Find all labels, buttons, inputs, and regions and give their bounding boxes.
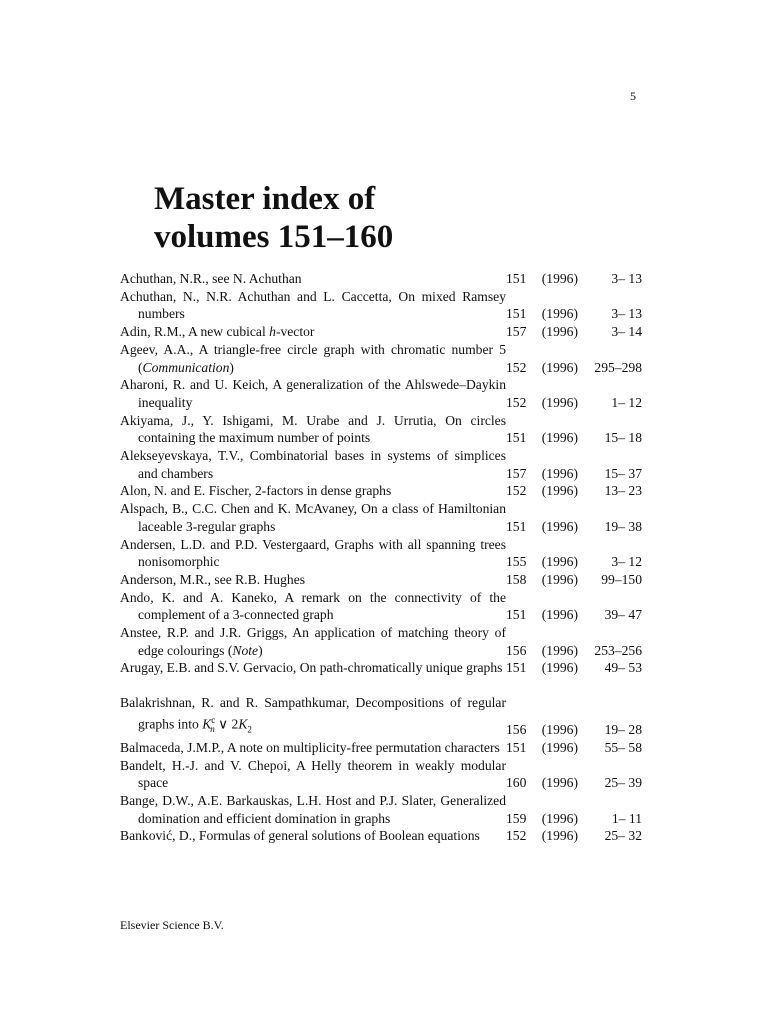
- entry-volume: 155: [506, 554, 527, 570]
- entry-text: Andersen, L.D. and P.D. Vestergaard, Graphs with all spanning trees nonisomorphic: [120, 536, 506, 570]
- entry-year: (1996): [541, 324, 578, 340]
- entry-text: Ando, K. and A. Kaneko, A remark on the connectivity of the complement of a 3-connected graph: [120, 589, 506, 623]
- entry-volume: 151: [506, 739, 527, 755]
- index-entry: [120, 571, 642, 589]
- publisher-footer: Elsevier Science B.V.: [120, 918, 224, 932]
- index-entry: [120, 757, 642, 792]
- entry-pages: 15– 37: [604, 465, 642, 481]
- entry-reference: [506, 553, 642, 571]
- entry-pages: 3– 12: [611, 554, 642, 570]
- entry-text: Anstee, R.P. and J.R. Griggs, An application of matching theory of edge colourings (Note): [120, 625, 506, 658]
- index-entry: [120, 323, 642, 341]
- entry-text: Bange, D.W., A.E. Barkauskas, L.H. Host and P.J. Slater, Generalized domination and efficient domination in graphs: [120, 792, 506, 826]
- entry-pages: 39– 47: [604, 607, 642, 623]
- entry-text: Achuthan, N.R., see N. Achuthan: [120, 271, 302, 286]
- entry-text: Alspach, B., C.C. Chen and K. McAvaney, On a class of Hamiltonian laceable 3-regular graphs: [120, 501, 506, 534]
- entry-text: Aharoni, R. and U. Keich, A generalization of the Ahlswede–Daykin inequality: [120, 377, 506, 410]
- title-line-2: volumes 151–160: [154, 219, 394, 255]
- index-entry: [120, 376, 642, 411]
- entry-year: (1996): [541, 394, 578, 410]
- entry-year: (1996): [541, 660, 578, 676]
- entry-text: Anderson, M.R., see R.B. Hughes: [120, 571, 306, 587]
- entry-pages: 253–256: [594, 642, 642, 658]
- index-entry: [120, 447, 642, 482]
- entry-reference: [506, 323, 642, 341]
- index-entry: [120, 589, 642, 624]
- index-entry: [120, 412, 642, 447]
- entry-reference: [506, 774, 642, 792]
- index-entry: [120, 288, 642, 323]
- entry-text: Balakrishnan, R. and R. Sampathkumar, Decompositions of regular graphs into $K^c_n$ ∨ $2K_2$: [120, 695, 506, 735]
- entry-reference: [506, 721, 642, 739]
- index-entry: [120, 739, 642, 757]
- index-entries: [120, 270, 642, 862]
- entry-volume: 156: [506, 722, 527, 738]
- entry-year: (1996): [541, 465, 578, 481]
- entry-pages: 3– 13: [611, 306, 642, 322]
- entry-pages: 15– 18: [604, 430, 642, 446]
- entry-reference: [506, 465, 642, 483]
- entry-pages: 25– 32: [604, 828, 642, 844]
- entry-pages: 13– 23: [604, 483, 642, 499]
- entry-year: (1996): [541, 810, 578, 826]
- entry-text: Balmaceda, J.M.P., A note on multiplicity-free permutation characters: [120, 739, 500, 755]
- index-entry: [120, 792, 642, 827]
- entry-pages: 25– 39: [604, 775, 642, 791]
- entry-text: Alon, N. and E. Fischer, 2-factors in dense graphs: [120, 483, 392, 499]
- entry-pages: 295–298: [594, 359, 642, 375]
- entry-reference: [506, 606, 642, 624]
- entry-volume: 159: [506, 810, 527, 826]
- page-title: [154, 180, 393, 256]
- entry-volume: 160: [506, 775, 527, 791]
- index-entry: [120, 536, 642, 571]
- entry-reference: [506, 429, 642, 447]
- entry-text: Arugay, E.B. and S.V. Gervacio, On path-chromatically unique graphs: [120, 660, 503, 676]
- index-entry: [120, 827, 642, 845]
- entry-year: (1996): [541, 775, 578, 791]
- entry-volume: 157: [506, 465, 527, 481]
- entry-text: Bandelt, H.-J. and V. Chepoi, A Helly theorem in weakly modular space: [120, 757, 506, 791]
- index-entry: [120, 624, 642, 659]
- entry-volume: 151: [506, 518, 527, 534]
- entry-volume: 151: [506, 607, 527, 623]
- entry-year: (1996): [541, 828, 578, 844]
- entry-pages: 1– 12: [611, 394, 642, 410]
- entry-year: (1996): [541, 306, 578, 322]
- entry-year: (1996): [541, 483, 578, 499]
- entry-pages: 19– 38: [604, 518, 642, 534]
- entry-year: (1996): [541, 518, 578, 534]
- entry-year: (1996): [541, 607, 578, 623]
- index-entry: [120, 270, 642, 288]
- index-entry: [120, 500, 642, 535]
- entry-volume: 151: [506, 306, 527, 322]
- entry-year: (1996): [541, 271, 578, 286]
- entry-reference: [506, 270, 642, 288]
- index-entry: [120, 482, 642, 500]
- entry-reference: [506, 394, 642, 412]
- entry-text: Adin, R.M., A new cubical h-vector: [120, 324, 315, 340]
- entry-reference: [506, 810, 642, 828]
- entry-pages: 55– 58: [604, 739, 642, 755]
- entry-reference: [506, 827, 642, 845]
- entry-year: (1996): [541, 739, 578, 755]
- entry-reference: [506, 518, 642, 536]
- index-entry: [120, 341, 642, 376]
- entry-year: (1996): [541, 571, 578, 587]
- entry-reference: [506, 482, 642, 500]
- entry-reference: [506, 739, 642, 757]
- title-line-1: Master index of: [154, 181, 376, 217]
- entry-pages: 3– 14: [611, 324, 642, 340]
- entry-year: (1996): [541, 554, 578, 570]
- entry-volume: 152: [506, 394, 527, 410]
- entry-volume: 158: [506, 571, 527, 587]
- entry-reference: [506, 305, 642, 323]
- entry-volume: 152: [506, 483, 527, 499]
- index-entry: [120, 659, 642, 677]
- entry-text: Akiyama, J., Y. Ishigami, M. Urabe and J. Urrutia, On circles containing the maximum number of points: [120, 412, 506, 446]
- entry-volume: 156: [506, 642, 527, 658]
- entry-pages: 19– 28: [604, 722, 642, 738]
- entry-volume: 152: [506, 359, 527, 375]
- entry-text: Banković, D., Formulas of general solutions of Boolean equations: [120, 828, 480, 844]
- entry-year: (1996): [541, 722, 578, 738]
- entry-pages: 49– 53: [604, 660, 642, 676]
- entry-text: Alekseyevskaya, T.V., Combinatorial bases in systems of simplices and chambers: [120, 448, 506, 481]
- page-number: 5: [630, 89, 636, 103]
- entry-volume: 157: [506, 324, 527, 340]
- entry-reference: [506, 659, 642, 677]
- entry-pages: 99–150: [601, 571, 642, 587]
- entry-reference: [506, 642, 642, 660]
- entry-reference: [506, 359, 642, 377]
- entry-pages: 1– 11: [611, 810, 642, 826]
- entry-volume: 151: [506, 660, 527, 676]
- index-group: [120, 270, 642, 677]
- entry-year: (1996): [541, 642, 578, 658]
- index-entry: [120, 694, 642, 739]
- entry-volume: 151: [506, 271, 527, 286]
- entry-reference: [506, 571, 642, 589]
- entry-year: (1996): [541, 430, 578, 446]
- entry-volume: 151: [506, 430, 527, 446]
- entry-volume: 152: [506, 828, 527, 844]
- index-group: [120, 694, 642, 845]
- entry-pages: 3– 13: [611, 271, 642, 286]
- entry-text: Achuthan, N., N.R. Achuthan and L. Caccetta, On mixed Ramsey numbers: [120, 288, 506, 322]
- entry-year: (1996): [541, 359, 578, 375]
- entry-text: Ageev, A.A., A triangle-free circle graph with chromatic number 5 (Communication): [120, 341, 506, 375]
